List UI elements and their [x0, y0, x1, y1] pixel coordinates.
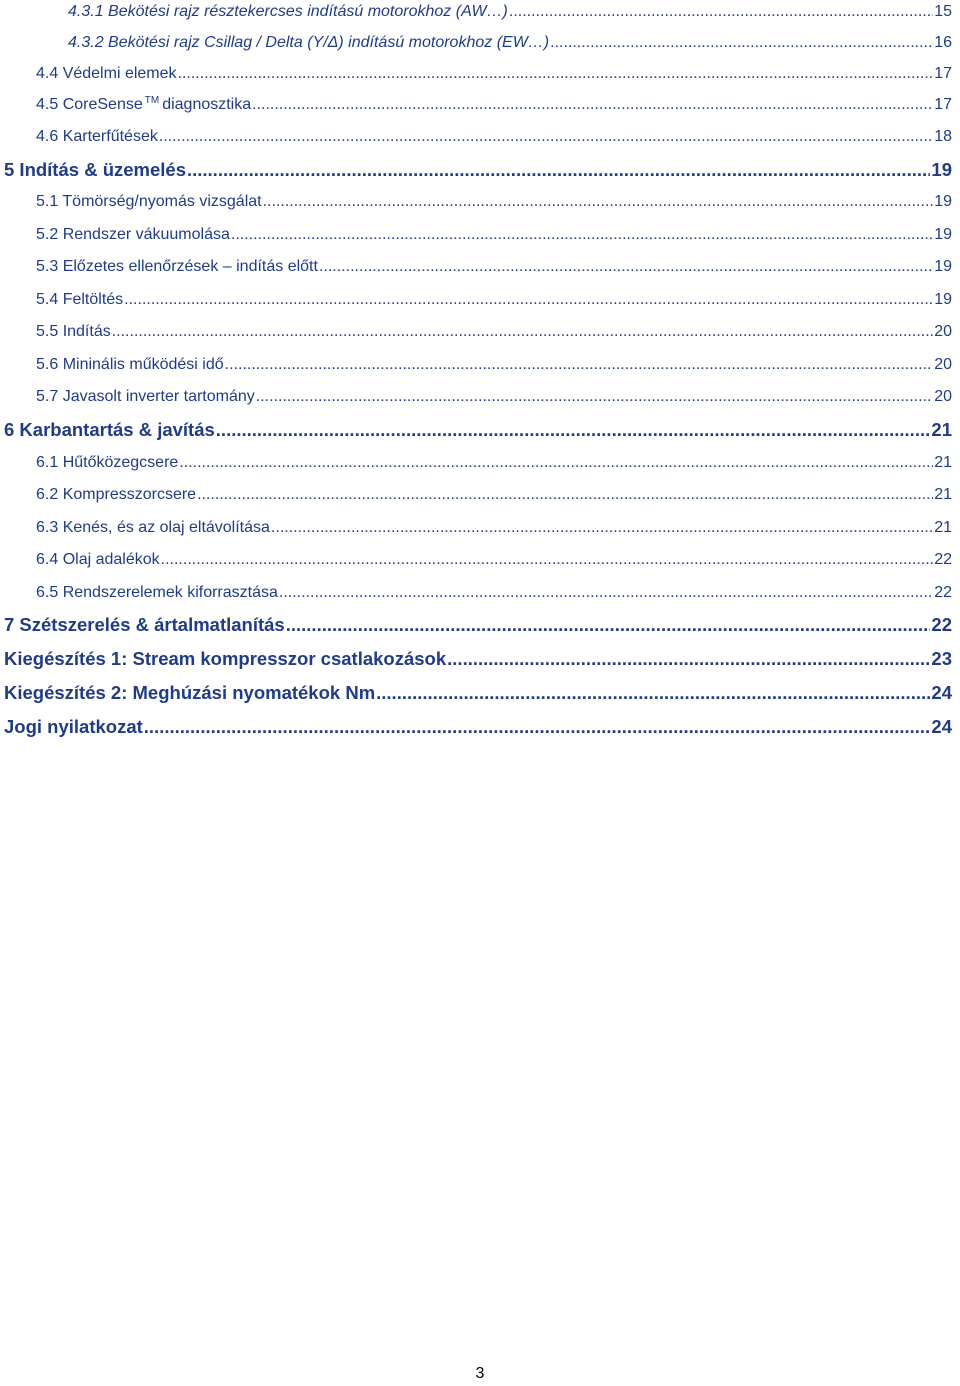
toc-entry-6[interactable] [4, 417, 952, 443]
toc-entry-4-5[interactable] [36, 92, 952, 118]
toc-entry-5[interactable] [4, 157, 952, 183]
toc-entry-page: 18 [934, 128, 952, 145]
toc-leader-dots [376, 680, 930, 706]
toc-entry-5-5[interactable] [36, 319, 952, 345]
toc-leader-dots [256, 384, 933, 410]
toc-leader-dots [550, 30, 933, 56]
toc-entry-title-prefix: 4.5 CoreSense [36, 96, 143, 113]
toc-entry-title: 6.2 Kompresszorcsere [36, 486, 197, 503]
toc-entry-title: 5.7 Javasolt inverter tartomány [36, 388, 255, 405]
toc-entry-title: 5 Indítás & üzemelés [4, 159, 186, 180]
toc-entry-title: 5.5 Indítás [36, 323, 111, 340]
toc-entry-6-4[interactable] [36, 547, 952, 573]
toc-entry-6-5[interactable] [36, 580, 952, 606]
toc-entry-page: 17 [934, 65, 952, 82]
toc-entry-title: 7 Szétszerelés & ártalmatlanítás [4, 614, 285, 635]
toc-leader-dots [263, 189, 934, 215]
toc-leader-dots [144, 714, 931, 740]
toc-leader-dots [447, 646, 930, 672]
toc-entry-page: 16 [934, 34, 952, 51]
toc-entry-4-3-1[interactable] [68, 0, 952, 25]
toc-entry-title: 5.1 Tömörség/nyomás vizsgálat [36, 193, 262, 210]
toc-leader-dots [159, 124, 933, 150]
toc-entry-appendix-2[interactable] [4, 680, 952, 706]
toc-entry-title: Kiegészítés 2: Meghúzási nyomatékok Nm [4, 682, 376, 703]
toc-entry-page: 22 [931, 614, 952, 635]
toc-entry-page: 21 [931, 419, 952, 440]
toc-entry-6-1[interactable] [36, 450, 952, 476]
toc-entry-title-suffix: diagnosztika [162, 96, 252, 113]
toc-leader-dots [271, 515, 933, 541]
toc-leader-dots [178, 61, 934, 87]
toc-leader-dots [187, 157, 930, 183]
toc-entry-title: 4.4 Védelmi elemek [36, 65, 177, 82]
toc-entry-page: 21 [934, 454, 952, 471]
toc-leader-dots [225, 352, 934, 378]
toc-entry-page: 22 [934, 584, 952, 601]
toc-leader-dots [161, 547, 934, 573]
toc-entry-page: 20 [934, 356, 952, 373]
toc-entry-5-6[interactable] [36, 352, 952, 378]
toc-entry-title [36, 92, 251, 118]
toc-entry-title: 6 Karbantartás & javítás [4, 419, 215, 440]
toc-entry-5-4[interactable] [36, 287, 952, 313]
toc-entry-page: 19 [934, 226, 952, 243]
toc-entry-page: 20 [934, 388, 952, 405]
toc-entry-page: 24 [931, 716, 952, 737]
page-number: 3 [475, 1365, 485, 1382]
trademark-superscript: TM [144, 94, 160, 106]
toc-entry-title: 6.1 Hűtőközegcsere [36, 454, 179, 471]
toc-entry-page: 21 [934, 519, 952, 536]
toc-entry-title: 5.6 Mininális működési idő [36, 356, 224, 373]
toc-entry-appendix-1[interactable] [4, 646, 952, 672]
toc-entry-6-2[interactable] [36, 482, 952, 508]
toc-entry-title: 6.3 Kenés, és az olaj eltávolítása [36, 519, 270, 536]
toc-entry-4-4[interactable] [36, 61, 952, 87]
toc-entry-title: Jogi nyilatkozat [4, 716, 143, 737]
toc-entry-title: 4.6 Karterfűtések [36, 128, 158, 145]
toc-leader-dots [216, 417, 931, 443]
toc-entry-5-1[interactable] [36, 189, 952, 215]
toc-leader-dots [124, 287, 933, 313]
toc-leader-dots [112, 319, 933, 345]
toc-entry-title: 6.5 Rendszerelemek kiforrasztása [36, 584, 278, 601]
toc-entry-5-7[interactable] [36, 384, 952, 410]
toc-entry-4-6[interactable] [36, 124, 952, 150]
toc-entry-6-3[interactable] [36, 515, 952, 541]
toc-entry-page: 20 [934, 323, 952, 340]
toc-entry-7[interactable] [4, 612, 952, 638]
toc-leader-dots [509, 0, 933, 25]
toc-entry-page: 19 [934, 193, 952, 210]
toc-entry-title: Kiegészítés 1: Stream kompresszor csatlakozások [4, 648, 447, 669]
toc-leader-dots [319, 254, 933, 280]
toc-entry-4-3-2[interactable] [68, 30, 952, 56]
toc-leader-dots [252, 92, 933, 118]
toc-entry-page: 23 [931, 648, 952, 669]
toc-leader-dots [279, 580, 933, 606]
toc-leader-dots [231, 222, 933, 248]
toc-entry-5-3[interactable] [36, 254, 952, 280]
toc-leader-dots [179, 450, 933, 476]
toc-entry-page: 19 [934, 291, 952, 308]
toc-entry-page: 17 [934, 96, 952, 113]
toc-entry-legal[interactable] [4, 714, 952, 740]
toc-entry-page: 15 [934, 3, 952, 20]
toc-entry-title: 6.4 Olaj adalékok [36, 551, 160, 568]
toc-leader-dots [197, 482, 933, 508]
toc-entry-page: 24 [931, 682, 952, 703]
toc-entry-page: 22 [934, 551, 952, 568]
toc-entry-title: 4.3.1 Bekötési rajz résztekercses indítású motorokhoz (AW…) [68, 3, 508, 20]
toc-entry-title: 5.2 Rendszer vákuumolása [36, 226, 230, 243]
toc-entry-title: 4.3.2 Bekötési rajz Csillag / Delta (Y/Δ) indítású motorokhoz (EW…) [68, 34, 550, 51]
toc-entry-title: 5.4 Feltöltés [36, 291, 124, 308]
toc-entry-title: 5.3 Előzetes ellenőrzések – indítás előtt [36, 258, 318, 275]
toc-entry-5-2[interactable] [36, 222, 952, 248]
toc-entry-page: 19 [931, 159, 952, 180]
toc-leader-dots [286, 612, 931, 638]
toc-entry-page: 21 [934, 486, 952, 503]
toc-entry-page: 19 [934, 258, 952, 275]
